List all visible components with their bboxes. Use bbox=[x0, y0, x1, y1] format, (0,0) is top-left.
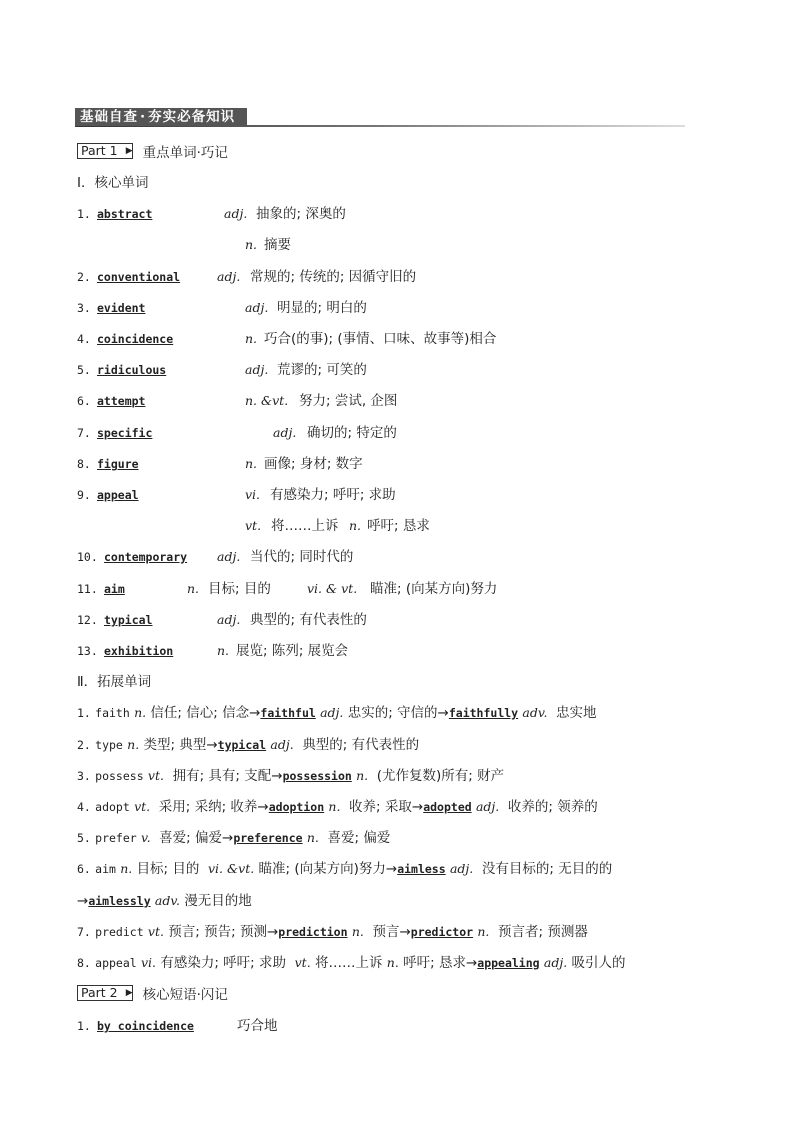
item-derived-word: adopted bbox=[423, 800, 472, 814]
item-base-word: appeal bbox=[95, 956, 137, 970]
item-meaning: 当代的; 同时代的 bbox=[250, 549, 354, 565]
item-number: 7. bbox=[77, 925, 91, 939]
section-header bbox=[75, 108, 685, 128]
list-item bbox=[77, 828, 390, 848]
item-meaning: 瞄准; (向某方向)努力 bbox=[370, 581, 498, 597]
part2-tag-label: Part 2 bbox=[81, 985, 118, 1000]
item-meaning: 目标; 目的 bbox=[208, 581, 271, 597]
item-number: 9. bbox=[77, 488, 91, 502]
item-pos: adj. bbox=[217, 549, 241, 564]
item-meaning: 抽象的; 深奥的 bbox=[256, 206, 346, 222]
list-item bbox=[77, 797, 598, 817]
item-derived-word: faithful bbox=[260, 706, 316, 720]
section-title-dot: · bbox=[140, 109, 147, 125]
item-pos: vi. bbox=[245, 487, 261, 502]
item-number: 8. bbox=[77, 956, 91, 970]
item-number: 6. bbox=[77, 394, 91, 408]
part1-tag bbox=[77, 143, 133, 159]
item-pos: n. bbox=[386, 955, 399, 970]
item-phrase: by coincidence bbox=[97, 1019, 194, 1033]
triangle-right-icon: ▶ bbox=[125, 988, 133, 998]
item-pos: n. bbox=[245, 331, 258, 346]
item-pos: adj. bbox=[217, 612, 241, 627]
item-derived-word: faithfully bbox=[448, 706, 519, 720]
item-meaning: 预言; 预告; 预测→ bbox=[168, 924, 279, 940]
part1-title: 重点单词·巧记 bbox=[142, 145, 228, 161]
item-number: 11. bbox=[77, 582, 98, 596]
item-meaning: 喜爱; 偏爱 bbox=[327, 830, 391, 846]
item-base-word: type bbox=[95, 738, 123, 752]
item-meaning: 没有目标的; 无目的的 bbox=[481, 861, 613, 877]
item-derived-word: predictor bbox=[410, 925, 474, 939]
item-number: 7. bbox=[77, 426, 91, 440]
list-item bbox=[77, 859, 612, 879]
item-pos: n. bbox=[351, 924, 364, 939]
item-number: 2. bbox=[77, 270, 91, 284]
item-derived-word: typical bbox=[217, 738, 267, 752]
item-meaning: 吸引人的 bbox=[571, 955, 626, 971]
part2-title: 核心短语·闪记 bbox=[142, 987, 228, 1003]
item-word: coincidence bbox=[97, 332, 174, 346]
item-pos: vt. bbox=[294, 955, 311, 970]
item-word: conventional bbox=[97, 270, 181, 284]
item-pos: vt. bbox=[134, 799, 151, 814]
section-title bbox=[75, 108, 247, 126]
item-number: 1. bbox=[77, 207, 91, 221]
item-pos: adj. bbox=[217, 269, 241, 284]
item-meaning: 忠实地 bbox=[556, 705, 597, 721]
item-derived-word: prediction bbox=[278, 925, 348, 939]
item-pos: n. bbox=[245, 456, 258, 471]
item-number: 3. bbox=[77, 301, 91, 315]
item-number: 1. bbox=[77, 1019, 91, 1033]
list-item bbox=[77, 703, 597, 723]
item-meaning: 预言→ bbox=[372, 924, 411, 940]
item-pos: vt. bbox=[147, 924, 164, 939]
list-item bbox=[77, 766, 504, 786]
item-meaning: 采用; 采纳; 收养→ bbox=[158, 799, 269, 815]
item-base-word: faith bbox=[95, 706, 130, 720]
item-number: 1. bbox=[77, 706, 91, 720]
item-pos: vt. bbox=[245, 518, 262, 533]
item-pos: adj. bbox=[475, 799, 500, 814]
item-pos: vi. & vt. bbox=[307, 581, 358, 596]
list-item bbox=[77, 735, 419, 755]
item-meaning: 瞄准; (向某方向)努力→ bbox=[258, 861, 398, 877]
item-meaning: 努力; 尝试, 企图 bbox=[299, 393, 398, 409]
item-pos: n. bbox=[356, 768, 369, 783]
item-pos: n. bbox=[245, 237, 258, 252]
item-word: aim bbox=[104, 582, 125, 596]
item-pos: n. bbox=[217, 643, 230, 658]
item-word: evident bbox=[97, 301, 146, 315]
item-number: 5. bbox=[77, 831, 91, 845]
item-meaning: 忠实的; 守信的→ bbox=[347, 705, 449, 721]
list-item bbox=[77, 953, 625, 973]
item-pos: adj. bbox=[245, 300, 269, 315]
item-meaning: 常规的; 传统的; 因循守旧的 bbox=[250, 269, 417, 285]
section-title-right: 夯实必备知识 bbox=[148, 109, 236, 125]
item-meaning: 喜爱; 偏爱→ bbox=[159, 830, 234, 846]
item-number: 8. bbox=[77, 457, 91, 471]
item-derived-word: appealing bbox=[477, 956, 540, 970]
item-base-word: prefer bbox=[95, 831, 137, 845]
item-derived-word: preference bbox=[233, 831, 303, 845]
arrow-right-icon: → bbox=[77, 893, 89, 909]
part1-tag-label: Part 1 bbox=[81, 143, 118, 158]
item-meaning: 摘要 bbox=[264, 237, 291, 253]
list-item-continuation bbox=[77, 891, 252, 911]
item-pos: n. bbox=[127, 737, 140, 752]
item-pos: adj. bbox=[320, 705, 344, 720]
item-pos: adj. bbox=[224, 206, 248, 221]
item-meaning: 呼吁; 恳求→ bbox=[403, 955, 478, 971]
item-meaning: 巧合(的事); (事情、口味、故事等)相合 bbox=[264, 331, 497, 347]
item-meaning: 目标; 目的 bbox=[136, 861, 200, 877]
core-words-heading: Ⅰ．核心单词 bbox=[77, 175, 149, 191]
item-meaning: 呼吁; 恳求 bbox=[367, 518, 430, 534]
item-word: exhibition bbox=[104, 644, 174, 658]
item-meaning: 收养的; 领养的 bbox=[507, 799, 598, 815]
item-pos: adj. bbox=[543, 955, 568, 970]
item-pos: adj. bbox=[245, 362, 269, 377]
item-number: 4. bbox=[77, 800, 91, 814]
item-meaning: 有感染力; 呼吁; 求助 bbox=[270, 487, 396, 503]
item-pos: n. bbox=[187, 581, 200, 596]
item-meaning: 确切的; 特定的 bbox=[307, 425, 397, 441]
item-meaning: 有感染力; 呼吁; 求助 bbox=[160, 955, 287, 971]
triangle-right-icon: ▶ bbox=[125, 146, 133, 156]
item-pos: adv. bbox=[522, 705, 548, 720]
item-meaning: 收养; 采取→ bbox=[349, 799, 424, 815]
item-pos: n. bbox=[477, 924, 490, 939]
item-base-word: predict bbox=[95, 925, 144, 939]
item-meaning: 展览; 陈列; 展览会 bbox=[236, 643, 349, 659]
part1-heading bbox=[77, 143, 228, 163]
item-meaning: 将……上诉 bbox=[314, 955, 383, 971]
item-base-word: adopt bbox=[95, 800, 130, 814]
section-title-left: 基础自查 bbox=[80, 109, 138, 125]
item-meaning: 巧合地 bbox=[237, 1018, 278, 1034]
item-meaning: 荒谬的; 可笑的 bbox=[277, 362, 367, 378]
item-base-word: possess bbox=[95, 769, 144, 783]
item-base-word: aim bbox=[95, 862, 116, 876]
item-pos: adv. bbox=[154, 893, 180, 908]
item-pos: n. bbox=[306, 830, 319, 845]
item-number: 3. bbox=[77, 769, 91, 783]
item-pos: n. bbox=[349, 518, 362, 533]
item-pos: n. &vt. bbox=[245, 393, 289, 408]
item-word: figure bbox=[97, 457, 139, 471]
item-meaning: 类型; 典型→ bbox=[143, 737, 218, 753]
item-word: typical bbox=[104, 613, 153, 627]
list-item bbox=[77, 922, 588, 942]
item-number: 10. bbox=[77, 550, 98, 564]
item-meaning: 典型的; 有代表性的 bbox=[302, 737, 420, 753]
item-pos: vi. &vt. bbox=[208, 861, 255, 876]
item-pos: v. bbox=[141, 830, 151, 845]
item-derived-word: aimlessly bbox=[88, 894, 151, 908]
item-meaning: 拥有; 具有; 支配→ bbox=[172, 768, 283, 784]
item-meaning: 将……上诉 bbox=[271, 518, 339, 534]
item-pos: n. bbox=[328, 799, 341, 814]
item-meaning: (尤作复数)所有; 财产 bbox=[376, 768, 505, 784]
item-pos: adj. bbox=[273, 425, 297, 440]
item-pos: n. bbox=[120, 861, 133, 876]
item-meaning: 画像; 身材; 数字 bbox=[264, 456, 363, 472]
item-word: contemporary bbox=[104, 550, 188, 564]
extended-words-heading: Ⅱ．拓展单词 bbox=[77, 674, 152, 690]
item-number: 5. bbox=[77, 363, 91, 377]
item-number: 6. bbox=[77, 862, 91, 876]
item-word: specific bbox=[97, 426, 153, 440]
item-word: appeal bbox=[97, 488, 139, 502]
item-number: 13. bbox=[77, 644, 98, 658]
item-pos: n. bbox=[134, 705, 147, 720]
item-meaning: 典型的; 有代表性的 bbox=[250, 612, 367, 628]
item-meaning: 预言者; 预测器 bbox=[498, 924, 588, 940]
item-word: ridiculous bbox=[97, 363, 167, 377]
item-pos: adj. bbox=[449, 861, 474, 876]
item-number: 4. bbox=[77, 332, 91, 346]
item-meaning: 明显的; 明白的 bbox=[277, 300, 367, 316]
item-meaning: 漫无目的地 bbox=[184, 893, 252, 909]
item-meaning: 信任; 信心; 信念→ bbox=[150, 705, 261, 721]
item-word: abstract bbox=[97, 207, 153, 221]
item-word: attempt bbox=[97, 394, 146, 408]
item-number: 2. bbox=[77, 738, 91, 752]
item-pos: vi. bbox=[141, 955, 157, 970]
part2-tag bbox=[77, 985, 133, 1001]
part2-heading bbox=[77, 985, 228, 1005]
item-pos: adj. bbox=[270, 737, 294, 752]
item-number: 12. bbox=[77, 613, 98, 627]
item-derived-word: aimless bbox=[397, 862, 446, 876]
item-derived-word: adoption bbox=[268, 800, 325, 814]
item-pos: vt. bbox=[147, 768, 164, 783]
item-derived-word: possession bbox=[282, 769, 352, 783]
